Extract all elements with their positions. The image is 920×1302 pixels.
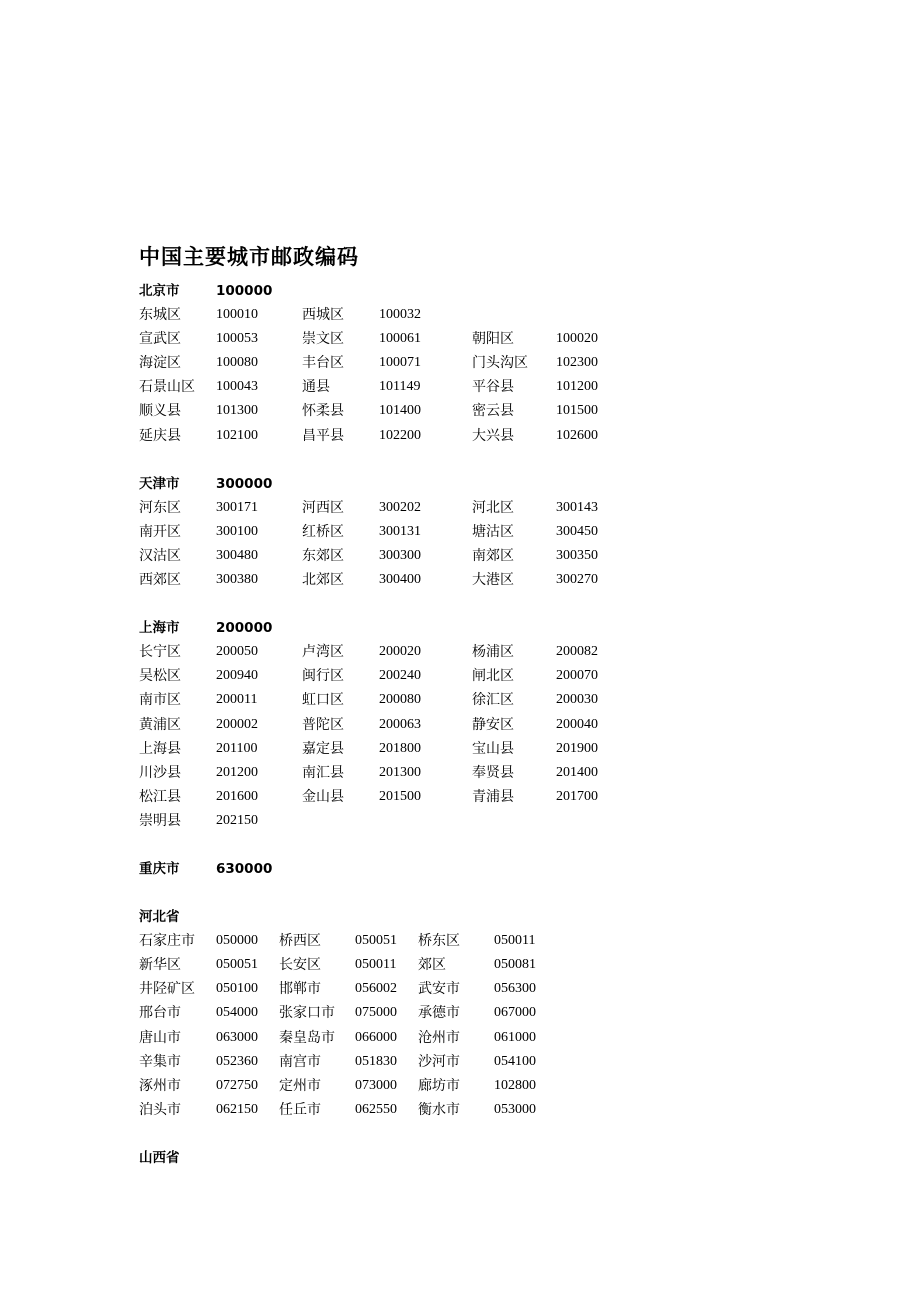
postal-code: 300143 — [556, 499, 598, 515]
postal-code: 200030 — [556, 692, 598, 708]
district-name: 南市区 — [139, 692, 181, 709]
postal-code: 300300 — [379, 547, 421, 563]
table-row — [139, 1074, 839, 1098]
postal-code: 061000 — [494, 1029, 536, 1045]
district-name: 奉贤县 — [472, 764, 514, 781]
table-row — [139, 375, 839, 399]
postal-code: 063000 — [216, 1029, 258, 1045]
postal-code: 300270 — [556, 572, 598, 588]
postal-code: 100043 — [216, 379, 258, 395]
postal-code: 072750 — [216, 1077, 258, 1093]
district-name: 闸北区 — [472, 668, 514, 685]
postal-code: 300202 — [379, 499, 421, 515]
postal-code: 200080 — [379, 692, 421, 708]
postal-code: 201200 — [216, 764, 258, 780]
district-name: 平谷县 — [472, 379, 514, 396]
district-name: 虹口区 — [302, 692, 344, 709]
city-name: 沧州市 — [418, 1029, 460, 1046]
table-row — [139, 496, 839, 520]
table-row — [139, 664, 839, 688]
city-name: 衡水市 — [418, 1101, 460, 1118]
postal-code: 101500 — [556, 403, 598, 419]
postal-code: 200070 — [556, 668, 598, 684]
section-code: 100000 — [216, 283, 273, 299]
district-name: 宣武区 — [139, 331, 181, 348]
district-name: 河东区 — [139, 499, 181, 516]
city-name: 井陉矿区 — [139, 981, 195, 998]
postal-code: 100020 — [556, 331, 598, 347]
district-name: 汉沽区 — [139, 547, 181, 564]
postal-code: 100071 — [379, 355, 421, 371]
section-shanxi — [139, 1146, 839, 1170]
city-name: 邢台市 — [139, 1005, 181, 1022]
postal-code: 100032 — [379, 307, 421, 323]
section-name: 天津市 — [139, 475, 180, 492]
section-name: 河北省 — [139, 909, 180, 926]
section-hebei — [139, 905, 839, 1122]
city-name: 辛集市 — [139, 1053, 181, 1070]
postal-code: 100010 — [216, 307, 258, 323]
section-chongqing — [139, 857, 839, 881]
section-name: 北京市 — [139, 283, 180, 299]
table-row — [139, 761, 839, 785]
section-tianjin — [139, 472, 839, 592]
district-name: 金山县 — [302, 788, 344, 805]
table-row — [139, 1050, 839, 1074]
district-name: 崇明县 — [139, 812, 181, 829]
city-name: 桥西区 — [279, 933, 321, 950]
postal-code: 102100 — [216, 427, 258, 443]
district-name: 长宁区 — [139, 644, 181, 661]
district-name: 宝山县 — [472, 740, 514, 757]
postal-code: 200040 — [556, 716, 598, 732]
postal-code: 201800 — [379, 740, 421, 756]
section-beijing — [139, 279, 839, 448]
section-header — [139, 905, 839, 929]
district-name: 昌平县 — [302, 427, 344, 444]
city-name: 任丘市 — [279, 1101, 321, 1118]
postal-code: 067000 — [494, 1005, 536, 1021]
city-name: 承德市 — [418, 1005, 460, 1022]
section-shanghai — [139, 616, 839, 833]
postal-code: 062550 — [355, 1101, 397, 1117]
postal-code: 201500 — [379, 788, 421, 804]
section-code: 300000 — [216, 475, 273, 492]
district-name: 闽行区 — [302, 668, 344, 685]
district-name: 河西区 — [302, 499, 344, 516]
city-name: 石家庄市 — [139, 933, 195, 950]
district-name: 静安区 — [472, 716, 514, 733]
district-name: 南汇县 — [302, 764, 344, 781]
postal-code: 052360 — [216, 1053, 258, 1069]
postal-code: 062150 — [216, 1101, 258, 1117]
postal-code: 100053 — [216, 331, 258, 347]
district-name: 海淀区 — [139, 355, 181, 372]
postal-code: 102300 — [556, 355, 598, 371]
table-row — [139, 303, 839, 327]
city-name: 唐山市 — [139, 1029, 181, 1046]
postal-code: 101200 — [556, 379, 598, 395]
city-name: 廊坊市 — [418, 1077, 460, 1094]
postal-code: 050011 — [494, 933, 536, 949]
postal-code: 056002 — [355, 981, 397, 997]
district-name: 普陀区 — [302, 716, 344, 733]
postal-code: 056300 — [494, 981, 536, 997]
section-code: 200000 — [216, 620, 273, 637]
postal-code: 200082 — [556, 644, 598, 660]
postal-code: 300400 — [379, 572, 421, 588]
table-row — [139, 713, 839, 737]
postal-code: 300171 — [216, 499, 258, 515]
district-name: 东城区 — [139, 307, 181, 324]
table-row — [139, 737, 839, 761]
postal-code: 200063 — [379, 716, 421, 732]
district-name: 大港区 — [472, 572, 514, 589]
postal-code: 054100 — [494, 1053, 536, 1069]
postal-code: 050051 — [355, 933, 397, 949]
postal-code: 300131 — [379, 523, 421, 539]
district-name: 川沙县 — [139, 764, 181, 781]
table-row — [139, 520, 839, 544]
table-row — [139, 568, 839, 592]
postal-code: 066000 — [355, 1029, 397, 1045]
section-name: 上海市 — [139, 620, 180, 637]
district-name: 石景山区 — [139, 379, 195, 396]
postal-code: 300480 — [216, 547, 258, 563]
city-name: 秦皇岛市 — [279, 1029, 335, 1046]
district-name: 北郊区 — [302, 572, 344, 589]
postal-code: 300380 — [216, 572, 258, 588]
city-name: 武安市 — [418, 981, 460, 998]
district-name: 红桥区 — [302, 523, 344, 540]
district-name: 松江县 — [139, 788, 181, 805]
district-name: 丰台区 — [302, 355, 344, 372]
district-name: 东郊区 — [302, 547, 344, 564]
postal-code: 201300 — [379, 764, 421, 780]
page-title: 中国主要城市邮政编码 — [139, 245, 359, 269]
table-row — [139, 785, 839, 809]
district-name: 卢湾区 — [302, 644, 344, 661]
table-row — [139, 977, 839, 1001]
postal-code: 300450 — [556, 523, 598, 539]
district-name: 南郊区 — [472, 547, 514, 564]
city-name: 涿州市 — [139, 1077, 181, 1094]
section-header — [139, 279, 839, 303]
postal-code: 101300 — [216, 403, 258, 419]
city-name: 邯郸市 — [279, 981, 321, 998]
district-name: 朝阳区 — [472, 331, 514, 348]
district-name: 吴松区 — [139, 668, 181, 685]
table-row — [139, 809, 839, 833]
city-name: 长安区 — [279, 957, 321, 974]
table-row — [139, 399, 839, 423]
postal-code: 200940 — [216, 668, 258, 684]
postal-code: 201900 — [556, 740, 598, 756]
postal-code: 051830 — [355, 1053, 397, 1069]
postal-code: 101149 — [379, 379, 421, 395]
table-row — [139, 544, 839, 568]
city-name: 定州市 — [279, 1077, 321, 1094]
postal-code: 102800 — [494, 1077, 536, 1093]
district-name: 门头沟区 — [472, 355, 528, 372]
district-name: 塘沽区 — [472, 523, 514, 540]
section-header — [139, 857, 839, 881]
section-header — [139, 616, 839, 640]
postal-code: 201700 — [556, 788, 598, 804]
postal-code: 200002 — [216, 716, 258, 732]
district-name: 徐汇区 — [472, 692, 514, 709]
postal-code: 300100 — [216, 523, 258, 539]
postal-code: 054000 — [216, 1005, 258, 1021]
district-name: 崇文区 — [302, 331, 344, 348]
table-row — [139, 327, 839, 351]
postal-code: 102600 — [556, 427, 598, 443]
postal-code: 050011 — [355, 957, 397, 973]
postal-code: 202150 — [216, 812, 258, 828]
district-name: 大兴县 — [472, 427, 514, 444]
district-name: 怀柔县 — [302, 403, 344, 420]
city-name: 新华区 — [139, 957, 181, 974]
postal-code: 100061 — [379, 331, 421, 347]
postal-code: 050051 — [216, 957, 258, 973]
district-name: 黄浦区 — [139, 716, 181, 733]
city-name: 沙河市 — [418, 1053, 460, 1070]
postal-code: 200011 — [216, 692, 258, 708]
city-name: 桥东区 — [418, 933, 460, 950]
postal-code: 201100 — [216, 740, 258, 756]
postal-code: 200240 — [379, 668, 421, 684]
city-name: 南宫市 — [279, 1053, 321, 1070]
section-header — [139, 1146, 839, 1170]
district-name: 南开区 — [139, 523, 181, 540]
district-name: 杨浦区 — [472, 644, 514, 661]
city-name: 郊区 — [418, 957, 446, 974]
table-row — [139, 1001, 839, 1025]
postal-code: 300350 — [556, 547, 598, 563]
postal-code: 200020 — [379, 644, 421, 660]
district-name: 延庆县 — [139, 427, 181, 444]
table-row — [139, 688, 839, 712]
district-name: 上海县 — [139, 740, 181, 757]
district-name: 顺义县 — [139, 403, 181, 420]
postal-code: 101400 — [379, 403, 421, 419]
postal-code: 201400 — [556, 764, 598, 780]
postal-code: 100080 — [216, 355, 258, 371]
district-name: 青浦县 — [472, 788, 514, 805]
table-row — [139, 953, 839, 977]
postal-code: 201600 — [216, 788, 258, 804]
postal-code: 050081 — [494, 957, 536, 973]
city-name: 泊头市 — [139, 1101, 181, 1118]
postal-code: 053000 — [494, 1101, 536, 1117]
district-name: 西城区 — [302, 307, 344, 324]
postal-code: 073000 — [355, 1077, 397, 1093]
document-page — [139, 241, 839, 1170]
district-name: 河北区 — [472, 499, 514, 516]
section-header — [139, 472, 839, 496]
section-name: 重庆市 — [139, 860, 180, 877]
table-row — [139, 929, 839, 953]
section-code: 630000 — [216, 860, 273, 877]
table-row — [139, 1098, 839, 1122]
postal-code: 050000 — [216, 933, 258, 949]
postal-code: 050100 — [216, 981, 258, 997]
postal-code: 200050 — [216, 644, 258, 660]
city-name: 张家口市 — [279, 1005, 335, 1022]
table-row — [139, 424, 839, 448]
postal-code: 102200 — [379, 427, 421, 443]
table-row — [139, 1026, 839, 1050]
district-name: 密云县 — [472, 403, 514, 420]
postal-code: 075000 — [355, 1005, 397, 1021]
section-name: 山西省 — [139, 1149, 180, 1166]
district-name: 嘉定县 — [302, 740, 344, 757]
table-row — [139, 351, 839, 375]
district-name: 通县 — [302, 379, 330, 396]
district-name: 西郊区 — [139, 572, 181, 589]
table-row — [139, 640, 839, 664]
